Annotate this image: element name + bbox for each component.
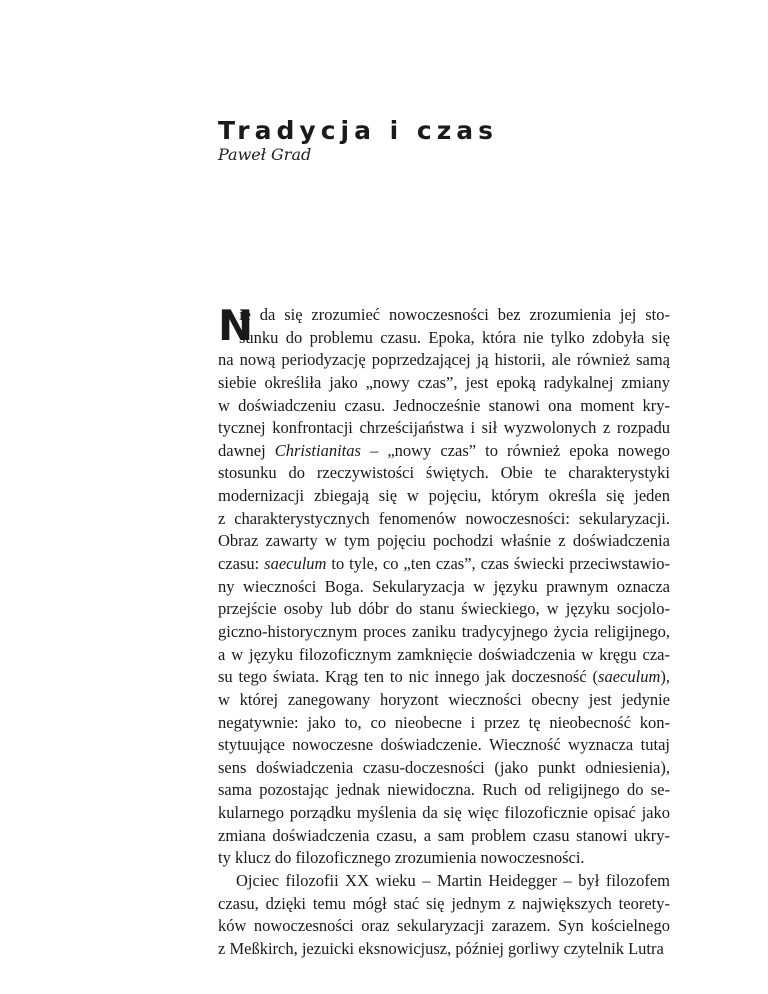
text-line: ny wieczności Boga. Sekularyzacja w języku prawnym oznacza	[218, 576, 670, 596]
text-line: siebie określiła jako „nowy czas”, jest epoką radykalnej zmiany	[218, 372, 670, 392]
text-line: ie da się zrozumieć nowoczesności bez zrozumienia jej sto-	[239, 305, 670, 324]
italic-term: Christianitas	[274, 440, 361, 460]
text-line: ty klucz do filozoficznego zrozumienia nowoczesności.	[218, 848, 585, 868]
text-line: z charakterystycznych fenomenów nowoczesności: sekularyzacji.	[218, 508, 670, 528]
drop-cap: N	[218, 301, 254, 350]
text-line: dawnej Christianitas – „nowy czas” to również epoka nowego	[218, 440, 670, 460]
text-line: modernizacji zbiegają się w pojęciu, którym określa się jeden	[218, 486, 670, 506]
article-title: Tradycja i czas	[218, 116, 499, 145]
text-line: sens doświadczenia czasu-doczesności (jako punkt odniesienia),	[218, 757, 670, 777]
article-body	[218, 301, 670, 961]
author-name: Paweł Grad	[218, 145, 312, 164]
text-line: tycznej konfrontacji chrześcijaństwa i sił wyzwolonych z rozpadu	[218, 418, 670, 438]
text-line: w doświadczeniu czasu. Jednocześnie stanowi ona moment kry-	[218, 395, 670, 415]
text-line: su tego świata. Krąg ten to nic innego jak doczesność (saeculum),	[218, 667, 670, 687]
text-line: stytuujące nowoczesne doświadczenie. Wieczność wyznacza tutaj	[218, 735, 670, 755]
text-line: kularnego porządku myślenia da się więc filozoficznie opisać jako	[218, 803, 670, 823]
text-line: Obraz zawarty w tym pojęciu pochodzi właśnie z doświadczenia	[218, 531, 670, 551]
text-line: czasu: saeculum to tyle, co „ten czas”, czas świecki przeciwstawio-	[218, 554, 670, 574]
text-line: negatywnie: jako to, co nieobecne i przez tę nieobecność kon-	[218, 712, 670, 732]
text-line: czasu, dzięki temu mógł stać się jednym z największych teorety-	[218, 893, 670, 913]
text-line: ków nowoczesności oraz sekularyzacji zarazem. Syn kościelnego	[218, 916, 670, 936]
italic-term: saeculum	[264, 554, 327, 574]
text-line: giczno-historycznym proces zaniku tradycyjnego życia religijnego,	[218, 621, 670, 641]
text-line: zmiana doświadczenia czasu, a sam problem czasu stanowi ukry-	[218, 825, 670, 845]
text-line: w której zanegowany horyzont wieczności obecny jest jedynie	[218, 689, 670, 709]
text-line: przejście osoby lub dóbr do stanu świeckiego, w języku socjolo-	[218, 599, 670, 619]
italic-term: saeculum	[598, 667, 661, 687]
text-line: sama pozostając jednak niewidoczna. Ruch od religijnego do se-	[218, 780, 670, 800]
text-line: Ojciec filozofii XX wieku – Martin Heidegger – był filozofem	[236, 871, 670, 891]
text-line: a w języku filozoficznym zamknięcie doświadczenia w kręgu cza-	[218, 644, 670, 664]
text-line: na nową periodyzację poprzedzającej ją historii, ale również samą	[218, 350, 670, 370]
text-line: sunku do problemu czasu. Epoka, która nie tylko zdobyła się	[239, 327, 670, 347]
text-line: z Meßkirch, jezuicki eksnowicjusz, później gorliwy czytelnik Lutra	[218, 938, 664, 958]
text-line: stosunku do rzeczywistości świętych. Obie te charakterystyki	[218, 463, 670, 483]
